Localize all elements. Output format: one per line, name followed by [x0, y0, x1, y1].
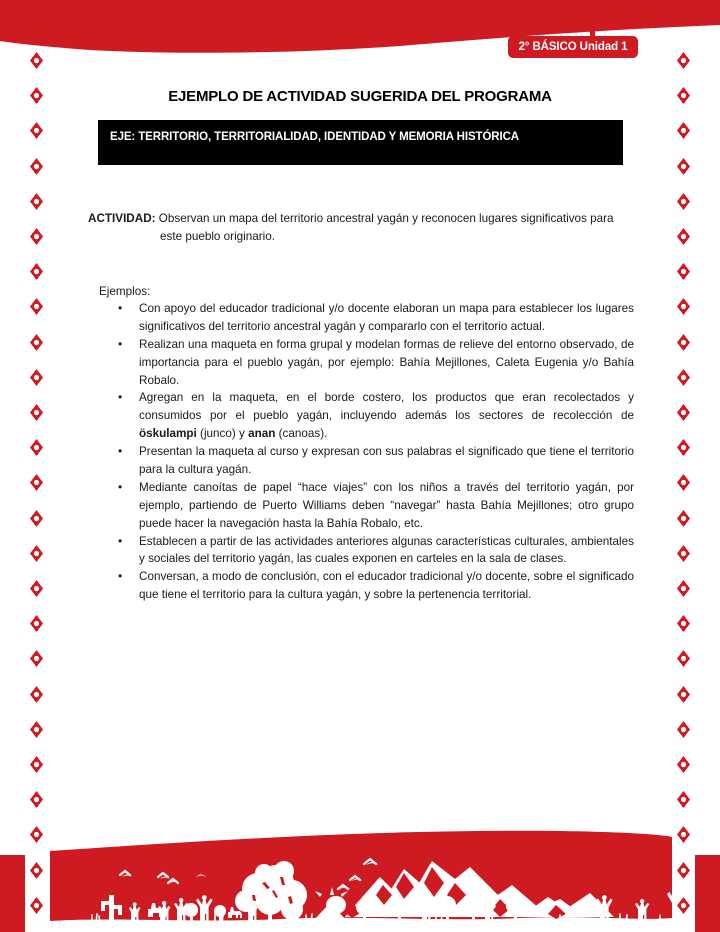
- diamond-ornament: [677, 721, 690, 738]
- diamond-ornament: [677, 298, 690, 315]
- activity-block: [88, 210, 633, 246]
- diamond-ornament: [30, 439, 43, 456]
- activity-text: Observan un mapa del territorio ancestral yagán y reconocen lugares significativos para: [155, 212, 614, 225]
- emphasis-term: öskulampi: [139, 427, 197, 441]
- diamond-ornament: [30, 404, 43, 421]
- diamond-ornament: [677, 615, 690, 632]
- diamond-ornament: [677, 791, 690, 808]
- page-title: EJEMPLO DE ACTIVIDAD SUGERIDA DEL PROGRAMA: [168, 88, 552, 105]
- activity-line-1: [88, 210, 633, 228]
- diamond-ornament: [30, 298, 43, 315]
- diamond-ornament: [30, 756, 43, 773]
- diamond-ornament: [677, 580, 690, 597]
- eje-bar: [98, 120, 623, 165]
- list-item-text: (junco) y: [196, 427, 249, 441]
- footer-landscape-band: [0, 817, 720, 932]
- list-item-text: Realizan una maqueta en forma grupal y modelan formas de relieve del entorno observado, de importancia para el pueblo yagán, por ejemplo: Bahía Mejillones, Caleta Eugenia y/o Bahía Robalo.: [139, 337, 634, 387]
- examples-heading: Ejemplos:: [99, 285, 151, 298]
- list-item-text: Con apoyo del educador tradicional y/o docente elaboran un mapa para establecer los lugares significativos del territorio ancestral yagán y compararlo con el territorio actual.: [139, 302, 634, 333]
- diamond-ornament: [30, 263, 43, 280]
- diamond-ornament: [677, 158, 690, 175]
- diamond-ornament: [677, 404, 690, 421]
- diamond-ornament: [677, 686, 690, 703]
- diamond-ornament: [677, 650, 690, 667]
- diamond-ornament: [677, 369, 690, 386]
- list-item-text: Establecen a partir de las actividades anteriores algunas características culturales, ambientales y sociales del territorio yagán, las cuales exponen en carteles en la sala de clases.: [139, 534, 634, 566]
- diamond-ornament: [677, 439, 690, 456]
- diamond-ornament: [30, 193, 43, 210]
- diamond-ornament: [677, 263, 690, 280]
- diamond-ornament: [677, 474, 690, 491]
- diamond-ornament: [677, 756, 690, 773]
- emphasis-term: anan: [248, 427, 276, 441]
- unit-badge: 2° BÁSICO Unidad 1: [508, 36, 638, 58]
- list-item: [99, 443, 634, 479]
- list-item-text: Mediante canoítas de papel “hace viajes” con los niños a través del territorio yagán, por ejemplo, partiendo de Puerto Williams deben “navegar” hasta Bahía Mejillones; otro grupo puede hacer la navegación hasta la Bahía Robalo, etc.: [139, 480, 634, 530]
- diamond-ornament: [30, 474, 43, 491]
- list-item-text: (canoas).: [275, 427, 328, 441]
- diamond-ornament: [677, 510, 690, 527]
- activity-label: ACTIVIDAD:: [88, 212, 156, 225]
- diamond-ornament: [677, 545, 690, 562]
- diamond-ornament: [30, 122, 43, 139]
- diamond-ornament: [677, 122, 690, 139]
- right-ornament-rail: [673, 0, 695, 932]
- list-item: [99, 533, 634, 569]
- diamond-ornament: [30, 686, 43, 703]
- diamond-ornament: [30, 369, 43, 386]
- diamond-ornament: [677, 193, 690, 210]
- diamond-ornament: [30, 615, 43, 632]
- diamond-ornament: [30, 791, 43, 808]
- examples-list: [99, 300, 634, 604]
- list-item-text: Conversan, a modo de conclusión, con el educador tradicional y/o docente, sobre el significado que tiene el territorio para la cultura yagán, y sobre la pertenencia territorial.: [139, 570, 634, 602]
- diamond-ornament: [30, 721, 43, 738]
- list-item: [99, 389, 634, 443]
- diamond-ornament: [30, 228, 43, 245]
- diamond-ornament: [30, 334, 43, 351]
- list-item: [99, 568, 634, 604]
- eje-label: EJE: TERRITORIO, TERRITORIALIDAD, IDENTIDAD Y MEMORIA HISTÓRICA: [110, 131, 520, 143]
- list-item: [99, 300, 634, 336]
- list-item-text: Agregan en la maqueta, en el borde costero, los productos que eran recolectados y consumidos por el pueblo yagán, incluyendo además los sectores de recolección de: [139, 391, 634, 423]
- diamond-ornament: [677, 334, 690, 351]
- diamond-ornament: [677, 228, 690, 245]
- activity-line-2: este pueblo originario.: [160, 230, 276, 244]
- diamond-ornament: [30, 545, 43, 562]
- diamond-ornament: [30, 158, 43, 175]
- diamond-ornament: [30, 650, 43, 667]
- left-ornament-rail: [26, 0, 48, 932]
- diamond-ornament: [30, 580, 43, 597]
- list-item: [99, 336, 634, 390]
- list-item: [99, 479, 634, 533]
- list-item-text: Presentan la maqueta al curso y expresan con sus palabras el significado que tiene el territorio para la cultura yagán.: [139, 445, 634, 477]
- diamond-ornament: [30, 510, 43, 527]
